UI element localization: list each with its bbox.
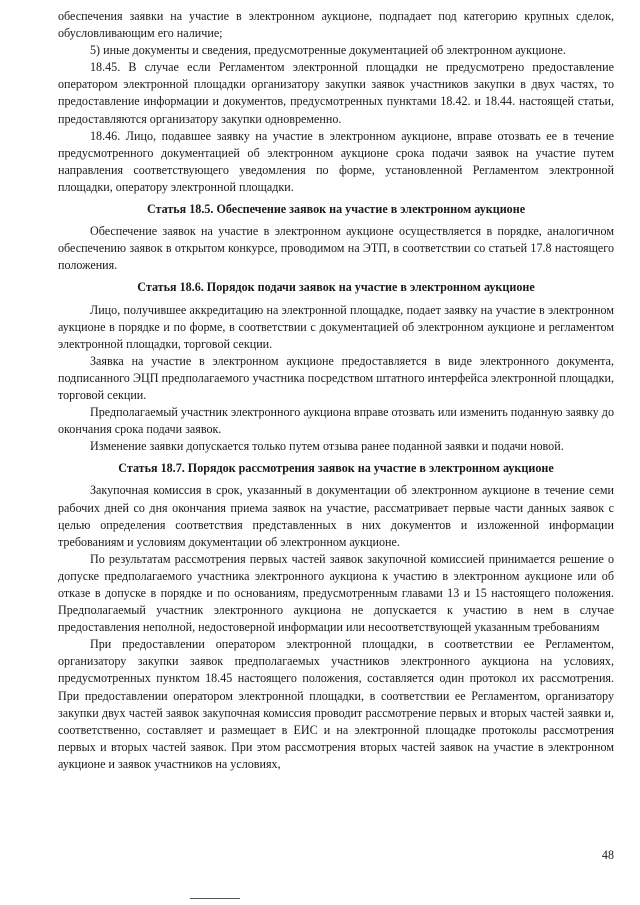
paragraph: Заявка на участие в электронном аукционе предоставляется в виде электронного документа, подписанного ЭЦП предполагаемого участника посредством штатного интерфейса электронной площадки, торговой секции. (58, 353, 614, 402)
paragraph: При предоставлении оператором электронной площадки, в соответствии ее Регламентом, организатору закупки заявок предполагаемых участников электронного аукциона на условиях, предусмотренных пунктом 18.45 настоящего положения, составляется один протокол их рассмотрения. При предоставлении оператором электронной площадки, в соответствии ее Регламентом, организатору закупки двух частей заявок закупочная комиссия проводит рассмотрение первых и вторых частей заявки и, соответственно, составляет и размещает в ЕИС и на электронной площадке протоколы рассмотрения первых и вторых частей заявок. При этом рассмотрения вторых частей заявок на участие в электронном аукционе и заявок участников на условиях, (58, 637, 614, 771)
paragraph: 18.45. В случае если Регламентом электронной площадки не предусмотрено предоставление оператором электронной площадки организатору закупки заявок участников закупки в двух частях, то предоставление информации и документов, предусмотренных пунктами 18.42. и 18.44. настоящей статьи, предоставляются организатору закупки одновременно. (58, 60, 614, 126)
document-body (58, 8, 614, 773)
paragraph: Обеспечение заявок на участие в электронном аукционе осуществляется в порядке, аналогичном обеспечению заявок в открытом конкурсе, проводимом на ЭТП, в соответствии со статьей 17.8 настоящего положения. (58, 224, 614, 273)
footer-rule (190, 898, 240, 899)
paragraph: Изменение заявки допускается только путем отзыва ранее поданной заявки и подачи новой. (90, 439, 564, 454)
paragraph: обеспечения заявки на участие в электронном аукционе, подпадает под категорию крупных сделок, обусловливающим его наличие; (58, 9, 614, 41)
paragraph: 5) иные документы и сведения, предусмотренные документацией об электронном аукционе. (90, 43, 566, 58)
paragraph: Закупочная комиссия в срок, указанный в документации об электронном аукционе в течение семи рабочих дней со дня окончания приема заявок на участие, рассматривает первые части данных заявок с целью определения соответствия представленных в них документов и изложенной информации требованиям и условиям документации об электронном аукционе. (58, 483, 614, 549)
paragraph: По результатам рассмотрения первых частей заявок закупочной комиссией принимается решение о допуске предполагаемого участника электронного аукциона к участию в электронном аукционе или об отказе в допуске в порядке и по основаниям, предусмотренным главами 13 и 15 настоящего положения. Предполагаемый участник электронного аукциона не допускается к участию в нем в случае предоставления неполной, недостоверной информации или несоответствующей указанным требованиям (58, 551, 614, 635)
article-heading: Статья 18.6. Порядок подачи заявок на участие в электронном аукционе (137, 280, 535, 295)
paragraph: 18.46. Лицо, подавшее заявку на участие в электронном аукционе, вправе отозвать ее в течение предусмотренного документацией об электронном аукционе срока подачи заявок на участие путем направления соответствующего уведомления по форме, установленной Регламентом электронной площадки, оператору электронной площадки. (58, 128, 614, 194)
page-number: 48 (601, 848, 614, 862)
article-heading: Статья 18.5. Обеспечение заявок на участие в электронном аукционе (146, 202, 526, 217)
paragraph: Предполагаемый участник электронного аукциона вправе отозвать или изменить поданную заявку до окончания срока подачи заявок. (58, 405, 614, 437)
paragraph: Лицо, получившее аккредитацию на электронной площадке, подает заявку на участие в электронном аукционе в порядке и по форме, в соответствии с документацией об электронном аукционе и регламентом электронной площадки, торговой секции. (58, 302, 614, 351)
article-heading: Статья 18.7. Порядок рассмотрения заявок на участие в электронном аукционе (118, 461, 554, 476)
